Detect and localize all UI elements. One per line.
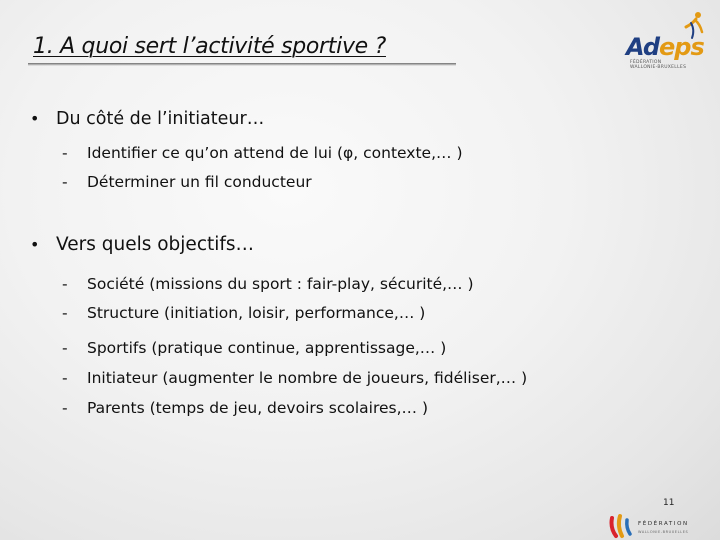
adeps-subtitle: FÉDÉRATION WALLONIE-BRUXELLES: [630, 60, 687, 70]
list-item: Initiateur (augmenter le nombre de joueurs, fidéliser,… ): [87, 369, 528, 387]
list-item: Parents (temps de jeu, devoirs scolaires,… ): [87, 399, 428, 417]
dash-marker: -: [62, 144, 68, 162]
section-heading: Du côté de l’initiateur…: [56, 109, 265, 129]
page-number: 11: [663, 498, 675, 508]
bullet-icon: •: [30, 109, 40, 128]
adeps-wordmark: Adeps: [626, 33, 704, 61]
list-item: Société (missions du sport : fair-play, sécurité,… ): [87, 275, 474, 293]
federation-emblem-icon: [608, 512, 634, 540]
title-underline-rule: [28, 63, 456, 66]
bullet-icon: •: [30, 235, 40, 254]
federation-logo-subtitle: WALLONIE-BRUXELLES: [638, 530, 689, 534]
dash-marker: -: [62, 399, 68, 417]
section-heading: Vers quels objectifs…: [56, 234, 255, 255]
slide-title: 1. A quoi sert l’activité sportive ?: [33, 34, 386, 59]
federation-logo: [608, 512, 716, 540]
adeps-logo: [618, 8, 713, 70]
list-item: Identifier ce qu’on attend de lui (φ, contexte,… ): [87, 144, 463, 162]
dash-marker: -: [62, 339, 68, 357]
dash-marker: -: [62, 369, 68, 387]
list-item: Déterminer un fil conducteur: [87, 173, 312, 191]
federation-logo-title: FÉDÉRATION: [638, 521, 689, 527]
dash-marker: -: [62, 275, 68, 293]
dash-marker: -: [62, 173, 68, 191]
dash-marker: -: [62, 304, 68, 322]
list-item: Structure (initiation, loisir, performance,… ): [87, 304, 426, 322]
list-item: Sportifs (pratique continue, apprentissage,… ): [87, 339, 447, 357]
